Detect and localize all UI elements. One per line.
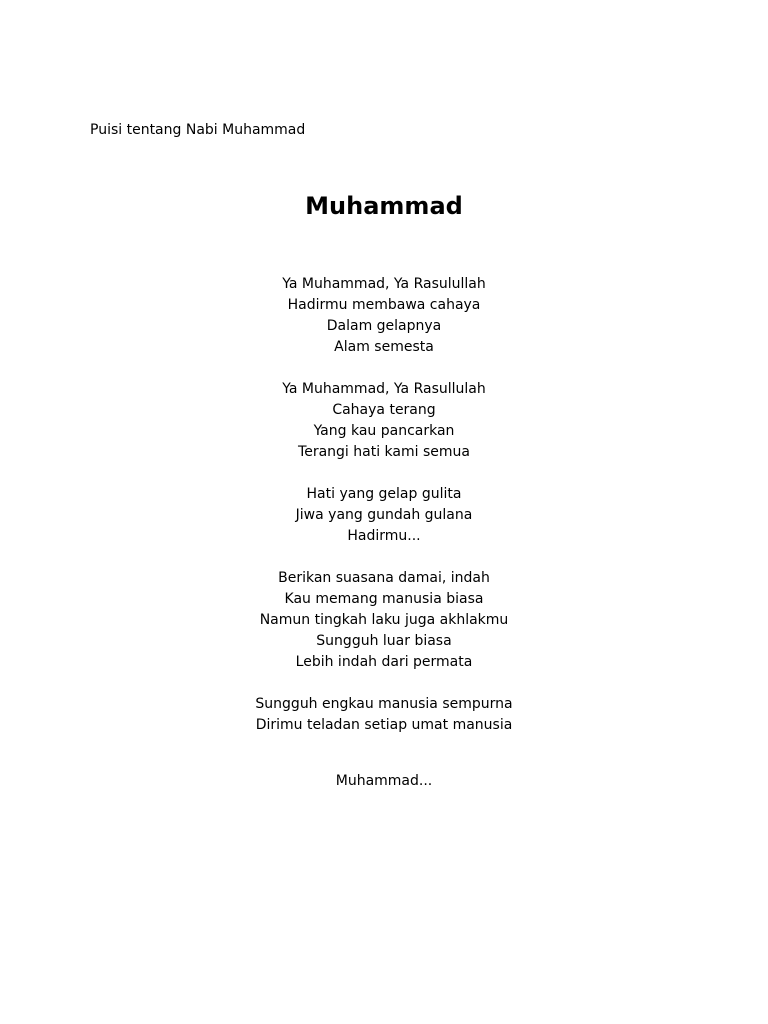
poem-line: Ya Muhammad, Ya Rasulullah	[282, 276, 486, 292]
poem-line: Lebih indah dari permata	[295, 654, 473, 670]
poem-line: Yang kau pancarkan	[313, 423, 455, 439]
poem-line: Alam semesta	[334, 339, 434, 355]
poem-line: Dirimu teladan setiap umat manusia	[255, 717, 513, 733]
stanza-1	[0, 274, 768, 358]
poem-line: Hadirmu...	[347, 528, 421, 544]
poem-line: Sungguh luar biasa	[316, 633, 452, 649]
poem-line: Hadirmu membawa cahaya	[287, 297, 481, 313]
poem-line: Jiwa yang gundah gulana	[295, 507, 473, 523]
stanza-3	[0, 484, 768, 547]
poem-title: Muhammad	[305, 192, 463, 220]
poem-closing-line: Muhammad...	[335, 773, 433, 789]
poem-line: Sungguh engkau manusia sempurna	[255, 696, 513, 712]
stanza-2	[0, 379, 768, 463]
stanza-5	[0, 694, 768, 736]
poem-line: Berikan suasana damai, indah	[278, 570, 490, 586]
poem-line: Namun tingkah laku juga akhlakmu	[259, 612, 509, 628]
poem-line: Hati yang gelap gulita	[306, 486, 462, 502]
poem-line: Kau memang manusia biasa	[284, 591, 484, 607]
poem-line: Dalam gelapnya	[326, 318, 442, 334]
document-heading: Puisi tentang Nabi Muhammad	[90, 122, 306, 138]
poem-line: Ya Muhammad, Ya Rasullulah	[282, 381, 486, 397]
stanza-4	[0, 568, 768, 673]
poem-body	[0, 274, 768, 757]
poem-line: Cahaya terang	[332, 402, 436, 418]
poem-line: Terangi hati kami semua	[298, 444, 470, 460]
